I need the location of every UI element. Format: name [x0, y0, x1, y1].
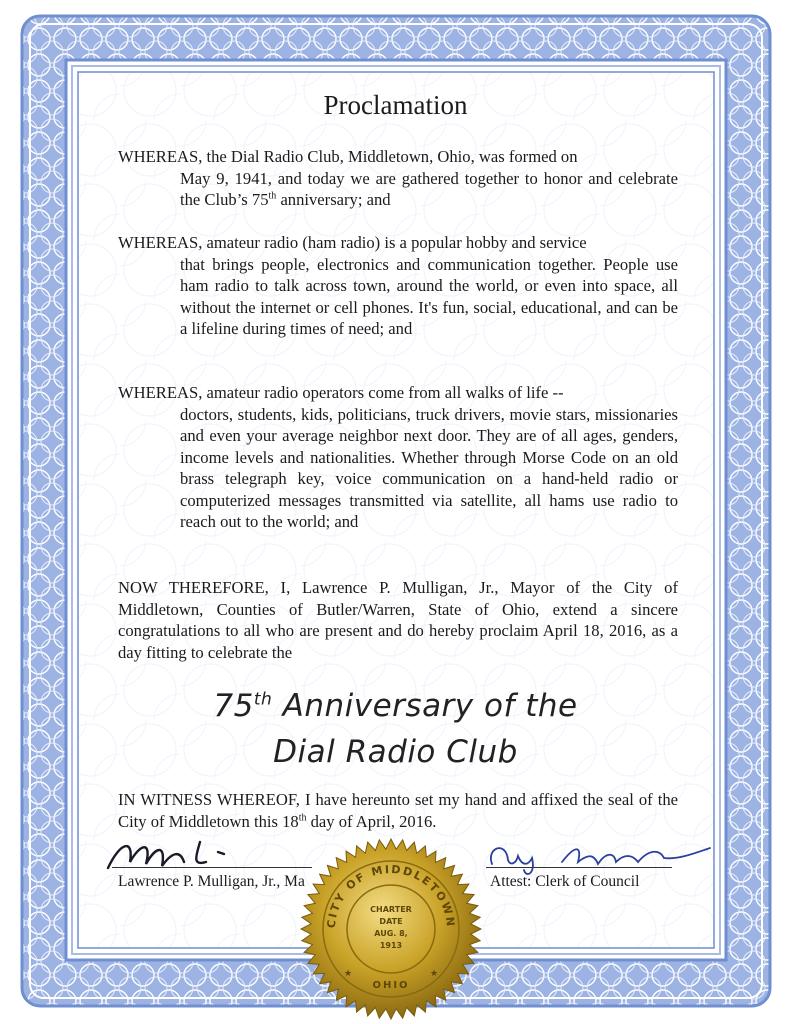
whereas-paragraph-1 [118, 146, 678, 211]
seal-ring-text: CITY OF MIDDLETOWN [324, 862, 458, 929]
clerk-signature-line [486, 867, 672, 868]
seal-line1: CHARTER [370, 905, 412, 914]
para-first-line: WHEREAS, amateur radio (ham radio) is a popular hobby and service [118, 233, 587, 252]
para-rest-text: May 9, 1941, and today we are gathered together to honor and celebrate the Club’s 75 [180, 168, 678, 209]
para-rest: doctors, students, kids, politicians, truck drivers, movie stars, missionaries and even your average neighbor next door. They are of all ages, genders, income levels and nationalities. Whether through Morse Code on an old brass telegraph key, voice communication on a hand-held radio or computerized messages transmitted via satellite, all hams use radio to reach out to the world; and [180, 404, 678, 531]
now-therefore-paragraph: NOW THEREFORE, I, Lawrence P. Mulligan, Jr., Mayor of the City of Middletown, Counties of Butler/Warren, State of Ohio, extend a sincere congratulations to all who are present and do hereby proclaim April 18, 2016, as a day fitting to celebrate the [118, 578, 678, 662]
seal-line3: AUG. 8, [374, 929, 408, 938]
seal-star-right: ★ [430, 968, 439, 978]
para-first-line: WHEREAS, the Dial Radio Club, Middletown, Ohio, was formed on [118, 147, 578, 166]
witness-text: IN WITNESS WHEREOF, I have hereunto set my hand and affixed the seal of the City of Middletown this 18 [118, 790, 678, 831]
city-seal [298, 836, 484, 1022]
whereas-paragraph-2 [118, 232, 678, 340]
seal-star-left: ★ [344, 968, 353, 978]
witness-paragraph [118, 789, 678, 832]
clerk-signature [478, 834, 718, 878]
anniversary-heading-line1 [0, 688, 791, 724]
superscript: th [298, 811, 307, 823]
page-title: Proclamation [323, 90, 468, 120]
superscript: th [253, 689, 273, 710]
mayor-signature [100, 832, 300, 876]
mayor-signature-line [112, 867, 312, 868]
para-first-line: WHEREAS, amateur radio operators come from all walks of life -- [118, 383, 564, 402]
witness-text: day of April, 2016. [306, 811, 437, 831]
para-rest [118, 168, 678, 211]
anniversary-heading-line2: Dial Radio Club [273, 734, 518, 770]
para-rest-text: anniversary; and [276, 190, 391, 209]
anniv-text: Anniversary of the [272, 688, 578, 724]
para-rest: that brings people, electronics and communication together. People use ham radio to talk across town, around the world, or even into space, all without the internet or cell phones. It's fun, social, educational, and can be a lifeline during times of need; and [180, 254, 678, 338]
mayor-signature-label: Lawrence P. Mulligan, Jr., Ma [118, 873, 305, 890]
anniv-number: 75 [213, 688, 254, 724]
clerk-signature-label: Attest: Clerk of Council [490, 873, 640, 890]
seal-line4: 1913 [379, 941, 403, 950]
superscript: th [268, 190, 277, 202]
seal-bottom-text: OHIO [372, 980, 410, 991]
whereas-paragraph-3 [118, 382, 678, 533]
seal-line2: DATE [379, 917, 403, 926]
